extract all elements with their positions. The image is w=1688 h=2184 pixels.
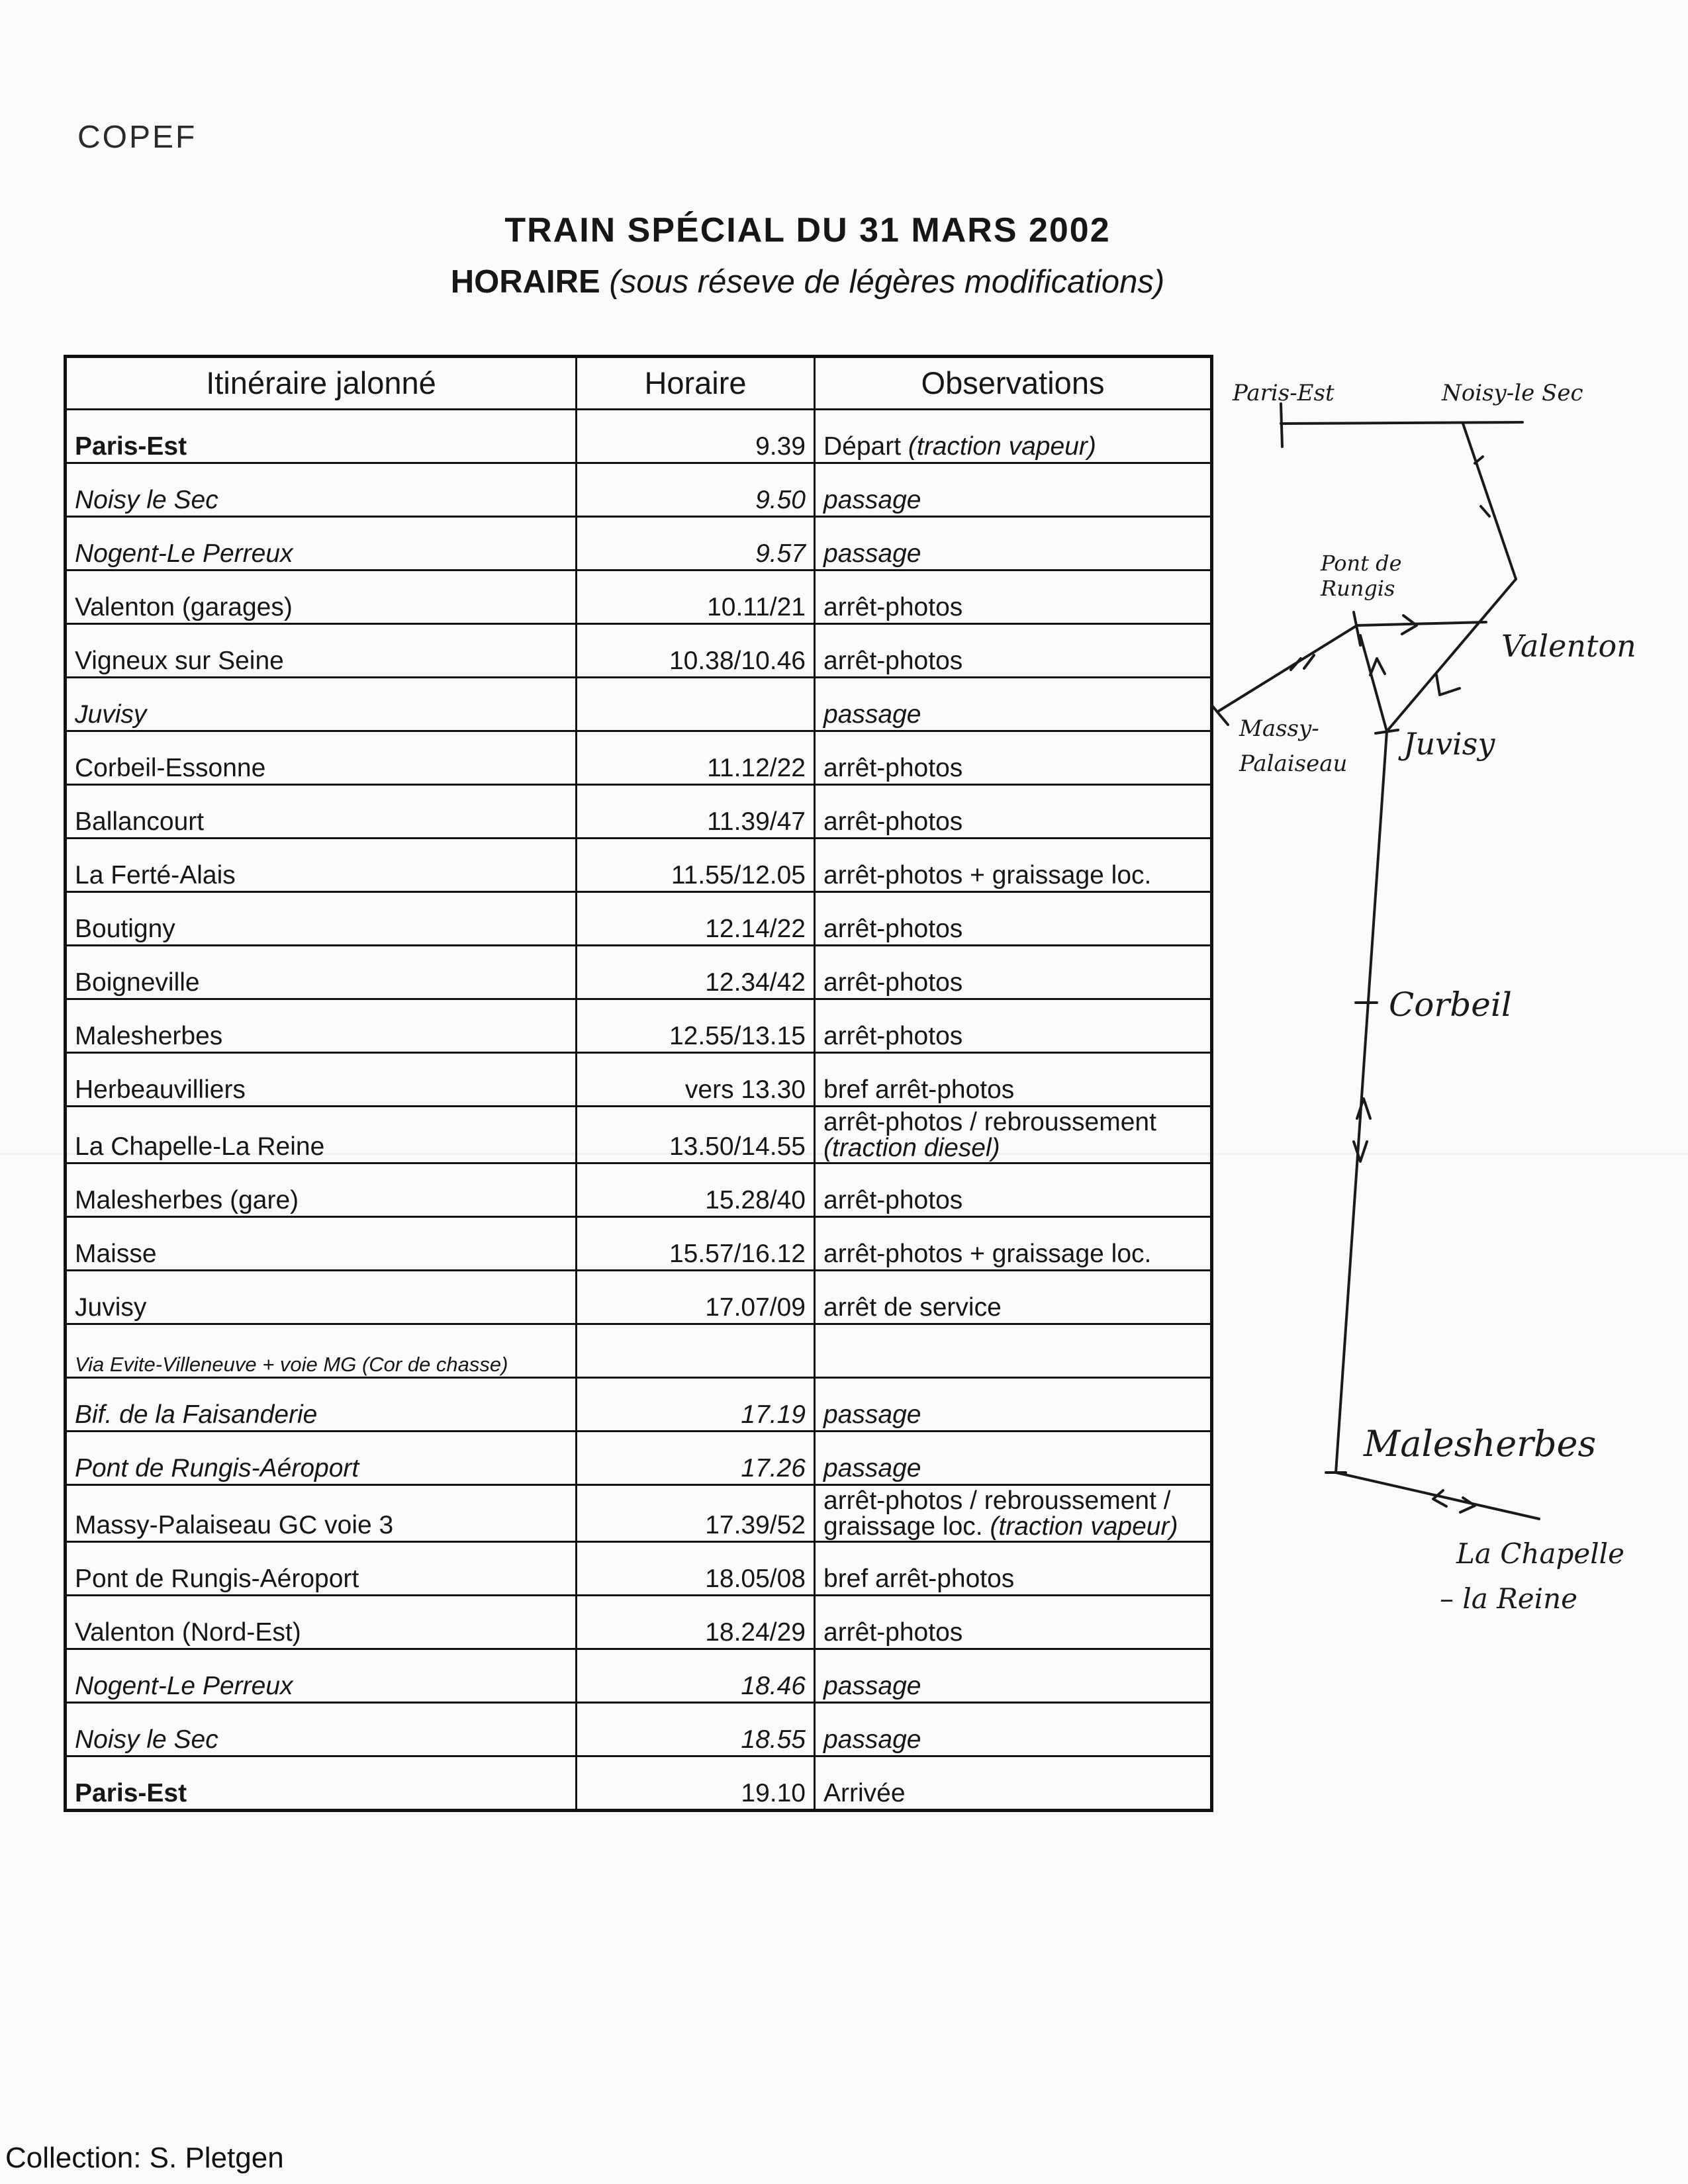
- observation-text: passage: [823, 1453, 921, 1482]
- arrow-massy-rungis: [1291, 655, 1314, 670]
- observation-text: passage: [823, 485, 921, 514]
- observation-text: passage: [823, 539, 921, 568]
- cell-time: 13.50/14.55: [577, 1107, 815, 1163]
- cell-station: La Ferté-Alais: [66, 839, 577, 892]
- observation-text-2: graissage loc.: [823, 1512, 983, 1541]
- line-massy-valenton: [1218, 622, 1486, 711]
- collection-credit: Collection: S. Pletgen: [5, 2142, 284, 2174]
- observation-note: (traction diesel): [823, 1134, 1000, 1162]
- tick-paris-est: [1281, 404, 1282, 447]
- cell-station: Vigneux sur Seine: [66, 624, 577, 678]
- observation-text: arrêt-photos: [823, 753, 963, 782]
- cell-station: Boigneville: [66, 946, 577, 999]
- observation-text: arrêt-photos: [823, 646, 963, 675]
- cell-station: Massy-Palaiseau GC voie 3: [66, 1485, 577, 1542]
- observation-text: arrêt-photos: [823, 1021, 963, 1050]
- cell-time: 10.38/10.46: [577, 624, 815, 678]
- observation-text: arrêt-photos: [823, 592, 963, 621]
- cell-time: 11.39/47: [577, 785, 815, 839]
- map-label-noisy: Noisy-le Sec: [1442, 380, 1583, 406]
- line-paris-noisy: [1281, 422, 1523, 424]
- line-rungis-juvisy: [1360, 635, 1387, 731]
- observation-text: passage: [823, 700, 921, 729]
- observation-note: (traction vapeur): [990, 1512, 1178, 1541]
- cell-time: 9.39: [577, 410, 815, 463]
- cell-station: Juvisy: [66, 678, 577, 731]
- cell-station: Pont de Rungis-Aéroport: [66, 1432, 577, 1485]
- cell-time: 12.14/22: [577, 892, 815, 946]
- cell-station: Noisy le Sec: [66, 1703, 577, 1756]
- cell-time: 18.05/08: [577, 1542, 815, 1596]
- map-label-massy-2: Palaiseau: [1239, 751, 1348, 777]
- line-valenton-juvisy: [1387, 579, 1516, 731]
- cell-time: 11.12/22: [577, 731, 815, 785]
- cell-time: 18.24/29: [577, 1596, 815, 1649]
- cell-station: Bif. de la Faisanderie: [66, 1378, 577, 1432]
- organization-name: COPEF: [77, 120, 197, 155]
- observation-text: arrêt-photos: [823, 1617, 963, 1647]
- cell-station: Ballancourt: [66, 785, 577, 839]
- map-label-valenton: Valenton: [1501, 628, 1636, 664]
- observation-text: arrêt-photos: [823, 1185, 963, 1214]
- subtitle-main: HORAIRE: [450, 264, 600, 300]
- cell-station: Juvisy: [66, 1271, 577, 1324]
- cell-time: 12.55/13.15: [577, 999, 815, 1053]
- map-label-malesherbes: Malesherbes: [1364, 1423, 1597, 1465]
- cell-station: Malesherbes (gare): [66, 1163, 577, 1217]
- observation-text: Départ: [823, 432, 902, 461]
- observation-text: passage: [823, 1400, 921, 1429]
- cell-time: 9.57: [577, 517, 815, 570]
- cell-station: Nogent-Le Perreux: [66, 517, 577, 570]
- map-label-massy-1: Massy-: [1239, 715, 1319, 742]
- cell-time: 9.50: [577, 463, 815, 517]
- header-itinerary: Itinéraire jalonné: [66, 357, 577, 410]
- map-label-la-chapelle-1: La Chapelle: [1456, 1537, 1624, 1570]
- observation-text: arrêt-photos + graissage loc.: [823, 1239, 1152, 1268]
- cell-time: 12.34/42: [577, 946, 815, 999]
- arrow-lachapelle: [1433, 1490, 1475, 1512]
- observation-text: arrêt-photos / rebroussement /: [823, 1486, 1171, 1515]
- subtitle-note: (sous réseve de légères modifications): [609, 264, 1165, 300]
- observation-text: arrêt de service: [823, 1293, 1002, 1322]
- observation-text: passage: [823, 1725, 921, 1754]
- cell-station: La Chapelle-La Reine: [66, 1107, 577, 1163]
- cell-station: Herbeauvilliers: [66, 1053, 577, 1107]
- cell-time: 10.11/21: [577, 570, 815, 624]
- cell-station: Boutigny: [66, 892, 577, 946]
- cell-time: 17.07/09: [577, 1271, 815, 1324]
- cell-time: 17.26: [577, 1432, 815, 1485]
- line-noisy-valenton: [1463, 424, 1516, 579]
- map-label-pont-de-rungis-2: Rungis: [1321, 576, 1395, 601]
- header-time: Horaire: [577, 357, 815, 410]
- cell-station: Valenton (garages): [66, 570, 577, 624]
- observation-note: (traction vapeur): [908, 432, 1096, 461]
- tick-pont-de-rungis: [1354, 612, 1360, 645]
- observation-text: bref arrêt-photos: [823, 1564, 1015, 1593]
- cell-time: 19.10: [577, 1756, 815, 1811]
- cell-time: 18.55: [577, 1703, 815, 1756]
- cell-time: 17.19: [577, 1378, 815, 1432]
- cell-station: Via Evite-Villeneuve + voie MG (Cor de chasse): [66, 1324, 577, 1378]
- cell-time: 15.57/16.12: [577, 1217, 815, 1271]
- cell-station: Noisy le Sec: [66, 463, 577, 517]
- cell-station: Malesherbes: [66, 999, 577, 1053]
- map-label-juvisy: Juvisy: [1403, 726, 1495, 762]
- cell-time: vers 13.30: [577, 1053, 815, 1107]
- observation-text: passage: [823, 1671, 921, 1700]
- cell-time: 15.28/40: [577, 1163, 815, 1217]
- observation-text: arrêt-photos + graissage loc.: [823, 860, 1152, 889]
- arrow-rungis-juvisy: [1370, 659, 1385, 675]
- cell-time: 18.46: [577, 1649, 815, 1703]
- observation-text: arrêt-photos / rebroussement: [823, 1108, 1156, 1136]
- cell-time: 11.55/12.05: [577, 839, 815, 892]
- cell-time: 17.39/52: [577, 1485, 815, 1542]
- observation-text: arrêt-photos: [823, 968, 963, 997]
- map-label-la-chapelle-2: – la Reine: [1440, 1582, 1577, 1615]
- cell-station: Paris-Est: [66, 1756, 577, 1811]
- document-title: TRAIN SPÉCIAL DU 31 MARS 2002: [504, 211, 1111, 250]
- observation-text: arrêt-photos: [823, 807, 963, 836]
- cell-station: Corbeil-Essonne: [66, 731, 577, 785]
- cell-station: Nogent-Le Perreux: [66, 1649, 577, 1703]
- map-label-paris-est: Paris-Est: [1233, 380, 1335, 406]
- observation-text: bref arrêt-photos: [823, 1075, 1015, 1104]
- cell-station: Valenton (Nord-Est): [66, 1596, 577, 1649]
- observation-text: arrêt-photos: [823, 914, 963, 943]
- map-label-corbeil: Corbeil: [1389, 985, 1512, 1024]
- cell-station: Pont de Rungis-Aéroport: [66, 1542, 577, 1596]
- header-observations: Observations: [815, 357, 1212, 410]
- observation-text: Arrivée: [823, 1778, 906, 1807]
- arrow-valenton-juvisy: [1436, 675, 1460, 695]
- cell-station: Paris-Est: [66, 410, 577, 463]
- map-label-pont-de-rungis-1: Pont de: [1321, 551, 1402, 576]
- cell-station: Maisse: [66, 1217, 577, 1271]
